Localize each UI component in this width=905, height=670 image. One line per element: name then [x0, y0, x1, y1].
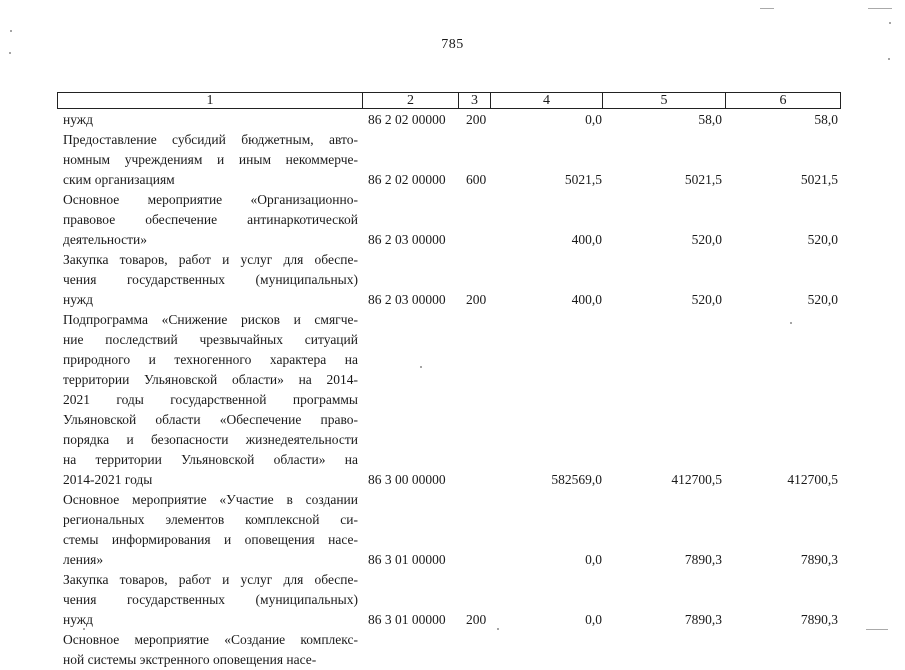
- row-code: 86 2 03 00000: [368, 292, 446, 307]
- row-name-line: 2021 годы государственной программы: [63, 392, 358, 407]
- row-code: 86 2 03 00000: [368, 232, 446, 247]
- row-name-line: стемы информирования и оповещения насе-: [63, 532, 358, 547]
- row-value-2020: 7890,3: [684, 612, 722, 627]
- scan-artifact: [760, 8, 774, 9]
- row-name-line: деятельности»: [63, 232, 148, 247]
- row-value-2019: 5021,5: [564, 172, 602, 187]
- row-value-2019: 0,0: [585, 552, 602, 567]
- row-expense-type: 200: [466, 112, 487, 127]
- row-name-line: правовое обеспечение антинаркотической: [63, 212, 358, 227]
- page-number: 785: [441, 37, 464, 52]
- row-name-line: Основное мероприятие «Создание комплекс-: [63, 632, 358, 647]
- row-name: [63, 110, 358, 130]
- scan-artifact: [83, 628, 85, 630]
- header-col-3: 3: [459, 93, 491, 108]
- row-name-line: ной системы экстренного оповещения насе-: [63, 652, 317, 667]
- row-value-2020: 5021,5: [684, 172, 722, 187]
- row-name-line: ления»: [63, 552, 104, 567]
- table-row: [0, 130, 905, 190]
- table-header-row: [57, 92, 841, 109]
- row-name-line: номным учреждениям и иным некоммерче-: [63, 152, 358, 167]
- row-name-line: Подпрограмма «Снижение рисков и смягче-: [63, 312, 358, 327]
- header-col-2: 2: [363, 93, 459, 108]
- header-col-4: 4: [491, 93, 603, 108]
- table-row: [0, 570, 905, 630]
- row-expense-type: 200: [466, 612, 487, 627]
- table-row: [0, 490, 905, 570]
- row-code: 86 3 00 00000: [368, 472, 446, 487]
- row-name-line: на территории Ульяновской области» на: [63, 452, 358, 467]
- row-value-2021: 412700,5: [787, 472, 838, 487]
- row-name-line: 2014-2021 годы: [63, 472, 153, 487]
- row-value-2021: 520,0: [807, 292, 838, 307]
- scan-artifact: [888, 58, 890, 60]
- row-name-line: нужд: [63, 292, 93, 307]
- row-name: [63, 310, 358, 490]
- row-name-line: природного и техногенного характера на: [63, 352, 358, 367]
- row-value-2019: 582569,0: [551, 472, 602, 487]
- row-name-line: Предоставление субсидий бюджетным, авто-: [63, 132, 358, 147]
- row-name-line: Основное мероприятие «Организационно-: [63, 192, 358, 207]
- scan-artifact: [868, 8, 892, 9]
- row-name-line: порядка и безопасности жизнедеятельности: [63, 432, 358, 447]
- row-name-line: чения государственных (муниципальных): [63, 272, 358, 287]
- scan-artifact: [866, 629, 888, 630]
- header-col-6: 6: [779, 93, 787, 108]
- row-name-line: Ульяновской области «Обеспечение право-: [63, 412, 358, 427]
- scan-artifact: [420, 366, 422, 368]
- row-value-2019: 0,0: [585, 112, 602, 127]
- row-name-line: чения государственных (муниципальных): [63, 592, 358, 607]
- row-name-line: нужд: [63, 612, 93, 627]
- row-value-2019: 0,0: [585, 612, 602, 627]
- row-value-2019: 400,0: [571, 232, 602, 247]
- row-value-2021: 7890,3: [800, 612, 838, 627]
- row-value-2021: 58,0: [814, 112, 838, 127]
- row-value-2020: 58,0: [698, 112, 722, 127]
- row-name: [63, 250, 358, 310]
- row-name-line: нужд: [63, 112, 93, 127]
- scan-artifact: [790, 322, 792, 324]
- table-row: [0, 190, 905, 250]
- row-value-2021: 7890,3: [800, 552, 838, 567]
- header-col-5: 5: [603, 93, 726, 108]
- header-col-1: 1: [58, 93, 363, 108]
- row-name-line: Закупка товаров, работ и услуг для обеспе-: [63, 252, 358, 267]
- row-name-line: территории Ульяновской области» на 2014-: [63, 372, 358, 387]
- scan-artifact: [497, 628, 499, 630]
- scan-artifact: [10, 30, 12, 32]
- row-name-line: региональных элементов комплексной си-: [63, 512, 358, 527]
- table-row: [0, 250, 905, 310]
- row-code: 86 2 02 00000: [368, 172, 446, 187]
- row-value-2019: 400,0: [571, 292, 602, 307]
- row-name-line: Закупка товаров, работ и услуг для обеспе-: [63, 572, 358, 587]
- scan-artifact: [889, 22, 891, 24]
- row-name: [63, 190, 358, 250]
- scan-artifact: [9, 52, 11, 54]
- row-value-2021: 5021,5: [800, 172, 838, 187]
- row-code: 86 2 02 00000: [368, 112, 446, 127]
- row-name: [63, 630, 358, 670]
- row-value-2020: 520,0: [691, 232, 722, 247]
- row-value-2021: 520,0: [807, 232, 838, 247]
- row-expense-type: 600: [466, 172, 487, 187]
- row-value-2020: 412700,5: [671, 472, 722, 487]
- row-code: 86 3 01 00000: [368, 612, 446, 627]
- row-name: [63, 570, 358, 630]
- row-code: 86 3 01 00000: [368, 552, 446, 567]
- row-name-line: ским организациям: [63, 172, 175, 187]
- table-row: [0, 310, 905, 490]
- row-name: [63, 130, 358, 190]
- table-row: [0, 110, 905, 130]
- row-name: [63, 490, 358, 570]
- row-value-2020: 7890,3: [684, 552, 722, 567]
- table-row: [0, 630, 905, 670]
- row-expense-type: 200: [466, 292, 487, 307]
- row-value-2020: 520,0: [691, 292, 722, 307]
- row-name-line: ние последствий чрезвычайных ситуаций: [63, 332, 358, 347]
- row-name-line: Основное мероприятие «Участие в создании: [63, 492, 358, 507]
